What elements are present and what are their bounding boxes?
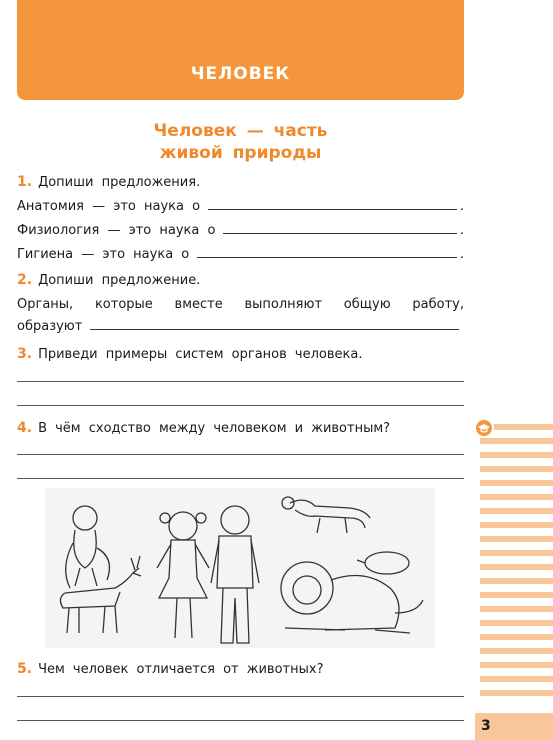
answer-blank[interactable] — [208, 208, 457, 210]
task-2-line2[interactable] — [17, 316, 462, 334]
graduation-cap-glyph — [476, 420, 492, 436]
answer-blank[interactable] — [90, 328, 459, 330]
task-3-prompt — [17, 346, 362, 362]
line-end: . — [459, 223, 464, 238]
girl-icon — [157, 512, 209, 638]
lesson-title — [17, 120, 464, 164]
lesson-title-line1: Человек — часть — [153, 121, 328, 141]
graduation-cap-icon — [474, 418, 494, 438]
task-4-text: В чём сходство между человеком и животным? — [38, 421, 391, 436]
task-1-line-anatomy[interactable] — [17, 196, 464, 214]
humans-and-animals-illustration — [45, 488, 435, 648]
goat-icon — [60, 556, 141, 633]
task-5-prompt — [17, 661, 323, 677]
stripe — [480, 690, 553, 696]
lion-icon — [281, 562, 423, 633]
task-1-text: Допиши предложения. — [38, 175, 201, 190]
stripe — [480, 662, 553, 668]
illustration-drawing — [45, 488, 435, 648]
task-2-prompt — [17, 272, 200, 288]
line-end: . — [459, 247, 464, 262]
page-number: 3 — [481, 718, 491, 734]
stripe — [480, 634, 553, 640]
stripe — [480, 438, 553, 444]
task-2-line1: Органы, которые вместе выполняют общую работу, — [17, 297, 464, 312]
side-stripes — [480, 424, 553, 710]
task-3-text: Приведи примеры систем органов человека. — [38, 347, 363, 362]
task-4-number: 4. — [17, 420, 33, 436]
task-1-line-physiology-text: Физиология — это наука о — [17, 223, 216, 238]
stripe — [480, 494, 553, 500]
stripe — [480, 592, 553, 598]
monkey-icon — [66, 506, 110, 588]
answer-line[interactable] — [17, 405, 464, 406]
chapter-title: ЧЕЛОВЕК — [190, 64, 291, 84]
stripe — [480, 536, 553, 542]
task-2-number: 2. — [17, 272, 33, 288]
task-1-number: 1. — [17, 174, 33, 190]
stripe — [480, 550, 553, 556]
task-1-line-hygiene-text: Гигиена — это наука о — [17, 247, 190, 262]
task-2-text: Допиши предложение. — [38, 273, 201, 288]
stripe — [480, 620, 553, 626]
mole-icon — [357, 552, 409, 574]
answer-line[interactable] — [17, 696, 464, 697]
stripe — [480, 676, 553, 682]
answer-line[interactable] — [17, 381, 464, 382]
task-5-text: Чем человек отличается от животных? — [38, 662, 324, 677]
stripe — [480, 522, 553, 528]
task-2-line2-text: образуют — [17, 319, 83, 334]
stripe — [480, 648, 553, 654]
task-1-prompt — [17, 174, 200, 190]
answer-line[interactable] — [17, 454, 464, 455]
stripe — [480, 466, 553, 472]
stripe — [480, 578, 553, 584]
answer-line[interactable] — [17, 478, 464, 479]
stripe — [480, 606, 553, 612]
task-5-number: 5. — [17, 661, 33, 677]
boy-icon — [211, 506, 259, 643]
stripe — [480, 480, 553, 486]
lesson-title-line2: живой природы — [159, 143, 322, 163]
task-4-prompt — [17, 420, 390, 436]
chapter-header — [17, 0, 464, 100]
task-1-line-physiology[interactable] — [17, 220, 464, 238]
stripe — [480, 452, 553, 458]
line-end: . — [459, 199, 464, 214]
stripe — [480, 508, 553, 514]
answer-blank[interactable] — [223, 232, 456, 234]
stripe — [480, 564, 553, 570]
answer-blank[interactable] — [197, 256, 457, 258]
task-3-number: 3. — [17, 346, 33, 362]
answer-line[interactable] — [17, 720, 464, 721]
dog-icon — [282, 497, 370, 533]
task-1-line-anatomy-text: Анатомия — это наука о — [17, 199, 201, 214]
task-1-line-hygiene[interactable] — [17, 244, 464, 262]
